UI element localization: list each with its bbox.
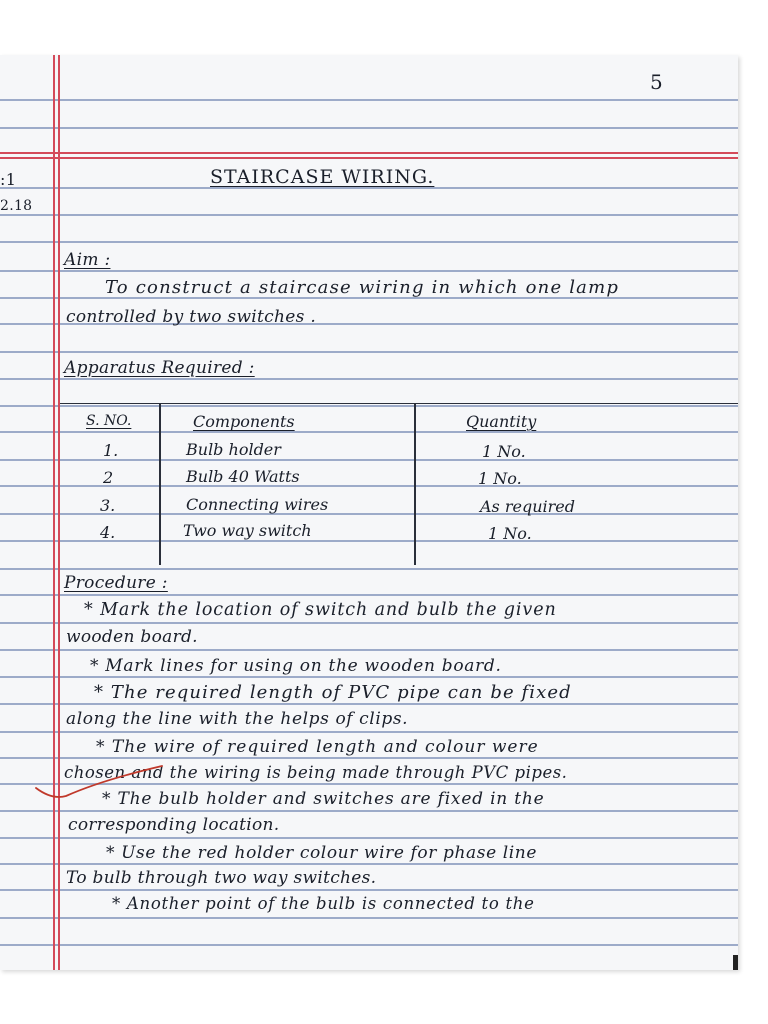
table-divider-1 xyxy=(159,403,161,565)
table-header-sno: S. NO. xyxy=(86,413,132,429)
row-4-sno: 4. xyxy=(100,523,116,542)
ruled-line xyxy=(0,863,738,865)
procedure-line-12: * Another point of the bulb is connected to the xyxy=(112,894,535,913)
aim-line-2: controlled by two switches . xyxy=(66,307,317,327)
ruled-line xyxy=(0,889,738,891)
header-red-line xyxy=(0,152,738,154)
table-divider-2 xyxy=(414,403,416,565)
procedure-line-10: * Use the red holder colour wire for phase line xyxy=(106,843,538,863)
row-2-quantity: 1 No. xyxy=(478,469,522,488)
ruled-line xyxy=(0,703,738,705)
row-4-quantity: 1 No. xyxy=(488,524,532,543)
ruled-line xyxy=(0,676,738,678)
margin-ref-1: :1 xyxy=(0,170,17,189)
procedure-line-8: * The bulb holder and switches are fixed in the xyxy=(102,789,545,809)
ruled-line xyxy=(0,351,738,353)
procedure-line-7: chosen and the wiring is being made through PVC pipes. xyxy=(64,763,568,782)
procedure-line-6: * The wire of required length and colour were xyxy=(96,737,539,757)
margin-ref-2: 2.18 xyxy=(0,198,33,214)
header-red-line-2 xyxy=(0,157,738,159)
page-title: STAIRCASE WIRING. xyxy=(210,166,435,188)
ruled-line xyxy=(0,594,738,596)
ruled-line xyxy=(0,944,738,946)
ruled-line xyxy=(0,837,738,839)
table-header-quantity: Quantity xyxy=(466,412,537,431)
ruled-line xyxy=(0,649,738,651)
ruled-line xyxy=(0,241,738,243)
margin-red-line xyxy=(53,55,55,970)
page-number: 5 xyxy=(650,70,664,94)
row-3-quantity: As required xyxy=(480,497,575,516)
row-1-sno: 1. xyxy=(103,441,119,460)
procedure-line-4: * The required length of PVC pipe can be fixed xyxy=(94,682,572,703)
ruled-line xyxy=(0,127,738,129)
procedure-line-5: along the line with the helps of clips. xyxy=(66,709,409,729)
ruled-line xyxy=(0,99,738,101)
ruled-line xyxy=(0,378,738,380)
apparatus-table xyxy=(60,403,738,566)
procedure-line-11: To bulb through two way switches. xyxy=(66,868,377,888)
red-check-mark xyxy=(32,758,172,808)
row-1-component: Bulb holder xyxy=(186,440,281,459)
apparatus-heading: Apparatus Required : xyxy=(64,358,255,378)
row-1-quantity: 1 No. xyxy=(482,442,526,461)
ruled-line xyxy=(0,731,738,733)
ruled-line xyxy=(0,270,738,272)
ruled-line xyxy=(0,810,738,812)
page-edge-shadow xyxy=(733,955,738,970)
ruled-line xyxy=(0,568,738,570)
ruled-line xyxy=(0,214,738,216)
aim-heading: Aim : xyxy=(64,250,111,270)
row-2-sno: 2 xyxy=(103,468,114,487)
ruled-line xyxy=(0,622,738,624)
procedure-line-3: * Mark lines for using on the wooden board. xyxy=(90,656,502,676)
row-2-component: Bulb 40 Watts xyxy=(186,467,300,486)
ruled-line xyxy=(0,917,738,919)
procedure-line-1: * Mark the location of switch and bulb the given xyxy=(84,600,557,620)
aim-line-1: To construct a staircase wiring in which one lamp xyxy=(105,277,620,298)
procedure-heading: Procedure : xyxy=(64,573,168,593)
row-4-component: Two way switch xyxy=(183,521,312,540)
row-3-sno: 3. xyxy=(100,496,116,515)
procedure-line-2: wooden board. xyxy=(66,627,198,647)
procedure-line-9: corresponding location. xyxy=(68,815,280,835)
table-header-components: Components xyxy=(193,412,295,431)
row-3-component: Connecting wires xyxy=(186,495,329,514)
